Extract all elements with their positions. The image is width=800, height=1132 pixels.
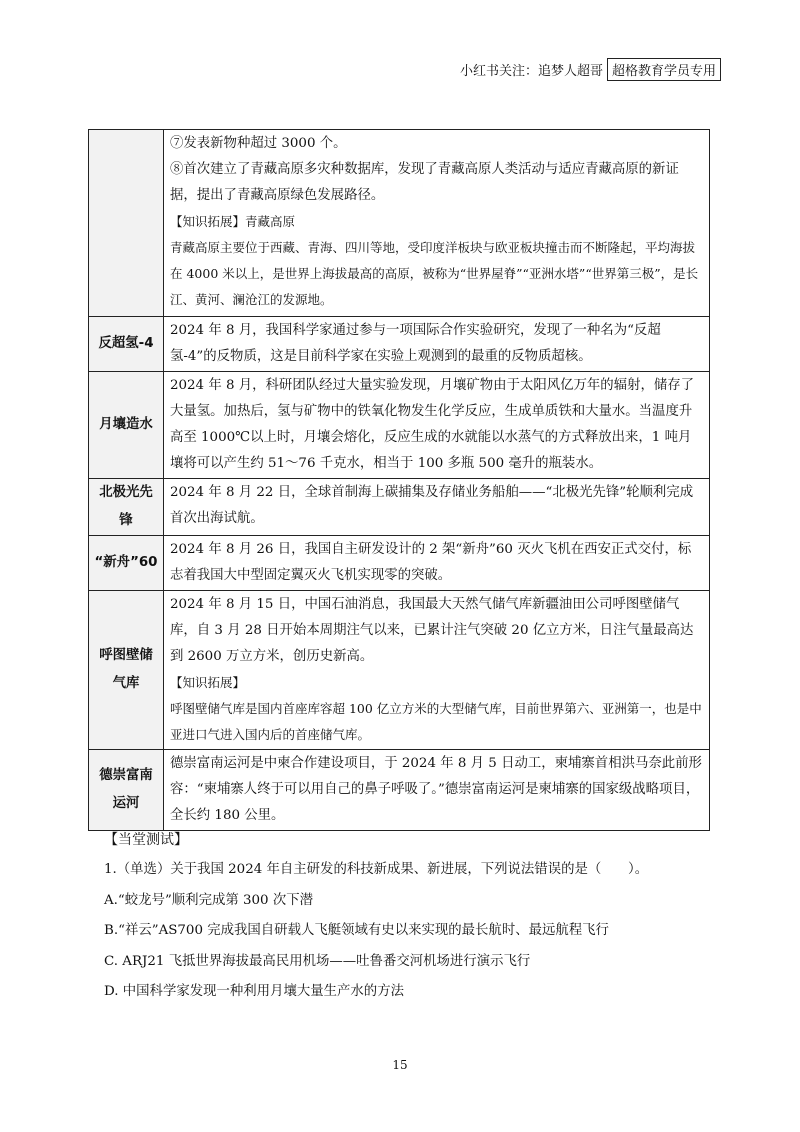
table-row <box>89 130 710 317</box>
news-table <box>88 129 710 831</box>
row-content: 2024 年 8 月 22 日，全球首制海上碳捕集及存储业务船舶——“北极光先锋”轮顺利完成首次出海试航。 <box>164 479 710 536</box>
row-content: 2024 年 8 月，科研团队经过大量实验发现，月壤矿物由于太阳风亿万年的辐射，储存了大量氢。加热后，氢与矿物中的铁氧化物发生化学反应，生成单质铁和大量水。当温度升高至 1000℃以上时，月壤会熔化，反应生成的水就能以水蒸气的方式释放出来，1 吨月壤将可以产生约 51～76 千克水，相当于 100 多瓶 500 毫升的瓶装水。 <box>164 372 710 479</box>
option-c: C. ARJ21 飞抵世界海拔最高民用机场——吐鲁番交河机场进行演示飞行 <box>104 954 531 969</box>
table-row <box>89 536 710 591</box>
row-content: 德崇富南运河是中柬合作建设项目，于 2024 年 8 月 5 日动工，柬埔寨首相洪马奈此前形容：“柬埔寨人终于可以用自己的鼻子呼吸了。”德崇富南运河是柬埔寨的国家级战略项目，全长约 180 公里。 <box>164 750 710 831</box>
table-row <box>89 479 710 536</box>
row-content: 2024 年 8 月 26 日，我国自主研发设计的 2 架“新舟”60 灭火飞机在西安正式交付，标志着我国大中型固定翼灭火飞机实现零的突破。 <box>164 536 710 591</box>
row-label: 月壤造水 <box>89 372 164 479</box>
table-row <box>89 372 710 479</box>
table-row <box>89 591 710 750</box>
content-line: ⑧首次建立了青藏高原多灾种数据库，发现了青藏高原人类活动与适应青藏高原的新证据，提出了青藏高原绿色发展路径。 <box>170 162 679 203</box>
extension-title: 【知识拓展】青藏高原 <box>170 214 296 229</box>
row-label: 北极光先锋 <box>89 479 164 536</box>
page-header <box>460 58 721 81</box>
content-text: 2024 年 8 月 15 日，中国石油消息，我国最大天然气储气库新疆油田公司呼图壁储气库，自 3 月 28 日开始本周期注气以来，已累计注气突破 20 亿立方米，日注气量最高达到 2600 万立方米，创历史新高。 <box>170 597 694 664</box>
table-row <box>89 317 710 372</box>
test-title: 【当堂测试】 <box>104 832 188 848</box>
row-label: 呼图壁储气库 <box>89 591 164 750</box>
row-label: “新舟”60 <box>89 536 164 591</box>
table-row <box>89 750 710 831</box>
content-line: ⑦发表新物种超过 3000 个。 <box>170 136 347 151</box>
row-content <box>164 130 710 317</box>
row-label: 德崇富南运河 <box>89 750 164 831</box>
extension-text: 青藏高原主要位于西藏、青海、四川等地，受印度洋板块与欧亚板块撞击而不断隆起，平均海拔在 4000 米以上，是世界上海拔最高的高原，被称为“世界屋脊”“亚洲水塔”“世界第三极”，是长江、黄河、澜沧江的发源地。 <box>170 240 699 307</box>
student-only-tag: 超格教育学员专用 <box>607 58 721 81</box>
row-label <box>89 130 164 317</box>
option-b: B.“祥云”AS700 完成我国自研载人飞艇领域有史以来实现的最长航时、最远航程飞行 <box>104 923 609 938</box>
follow-text: 小红书关注：追梦人超哥 <box>459 64 603 79</box>
extension-title: 【知识拓展】 <box>170 675 246 690</box>
question-text: 1.（单选）关于我国 2024 年自主研发的科技新成果、新进展，下列说法错误的是（ ）。 <box>104 862 649 877</box>
row-content: 2024 年 8 月，我国科学家通过参与一项国际合作实验研究，发现了一种名为“反超氢-4”的反物质，这是目前科学家在实验上观测到的最重的反物质超核。 <box>164 317 710 372</box>
option-d: D. 中国科学家发现一种利用月壤大量生产水的方法 <box>104 984 404 999</box>
extension-text: 呼图壁储气库是国内首座库容超 100 亿立方米的大型储气库，目前世界第六、亚洲第一，也是中亚进口气进入国内后的首座储气库。 <box>170 701 702 742</box>
page-number: 15 <box>392 1058 408 1072</box>
option-a: A.“蛟龙号”顺利完成第 300 次下潜 <box>104 893 313 908</box>
row-label: 反超氢-4 <box>89 317 164 372</box>
row-content <box>164 591 710 750</box>
